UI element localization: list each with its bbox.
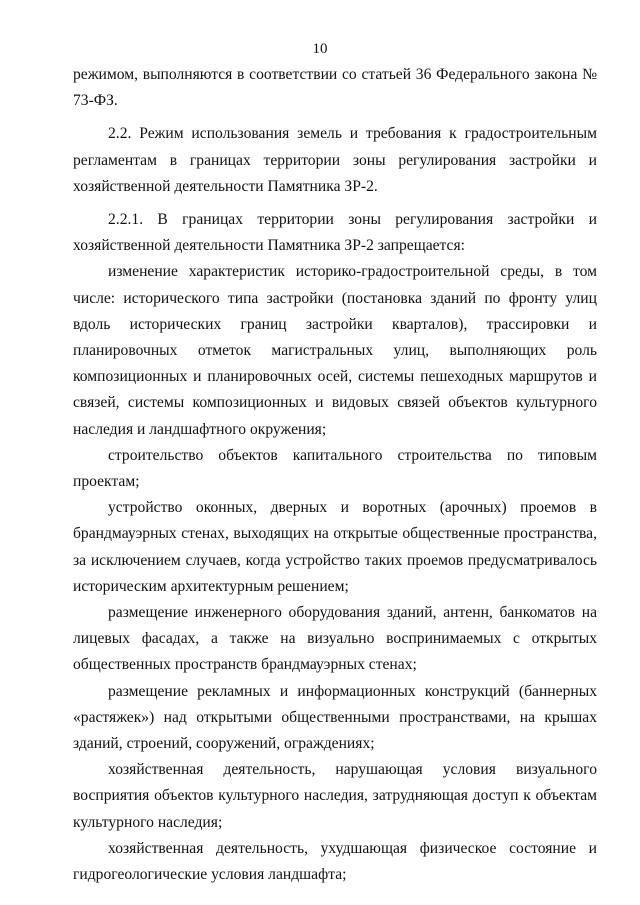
list-item-openings-in-walls: устройство оконных, дверных и воротных (арочных) проемов в брандмауэрных стенах, выходящих на открытые общественные пространства, за исключением случаев, когда устройство таких проемов предусматривалось историческим архитектурным решением; [73, 499, 597, 595]
list-item-historical-environment: изменение характеристик историко-градостроительной среды, в том числе: исторического типа застройки (постановка зданий по фронту улиц вдоль исторических границ застройки кварталов), трассировки и планировочных отметок магистральных улиц, выполняющих роль композиционных и планировочных осей, системы пешеходных маршрутов и связей, системы композиционных и видовых связей объектов культурного наследия и ландшафтного окружения; [73, 263, 597, 438]
list-item-advertising-structures: размещение рекламных и информационных конструкций (баннерных «растяжек») над открытыми общественными пространствами, на крышах зданий, строений, сооружений, ограждениях; [73, 682, 597, 753]
paragraph-section-2-2: 2.2. Режим использования земель и требования к градостроительным регламентам в границах территории зоны регулирования застройки и хозяйственной деятельности Памятника ЗР-2. [73, 125, 597, 195]
document-body [73, 62, 597, 888]
paragraph-section-2-2-1: 2.2.1. В границах территории зоны регулирования застройки и хозяйственной деятельности Памятника ЗР-2 запрещается: [73, 211, 597, 255]
page-number: 10 [312, 41, 328, 57]
paragraph-continuation: режимом, выполняются в соответствии со статьей 36 Федерального закона № 73-ФЗ. [73, 66, 597, 110]
list-item-hydrogeological-conditions: хозяйственная деятельность, ухудшающая физическое состояние и гидрогеологические условия ландшафта; [73, 839, 597, 884]
list-item-visual-perception: хозяйственная деятельность, нарушающая условия визуального восприятия объектов культурного наследия, затрудняющая доступ к объектам культурного наследия; [73, 761, 597, 831]
list-item-engineering-equipment: размещение инженерного оборудования зданий, антенн, банкоматов на лицевых фасадах, а также на визуально воспринимаемых с открытых общественных пространств брандмауэрных стенах; [73, 604, 597, 674]
list-item-typical-construction: строительство объектов капитального строительства по типовым проектам; [73, 446, 597, 491]
